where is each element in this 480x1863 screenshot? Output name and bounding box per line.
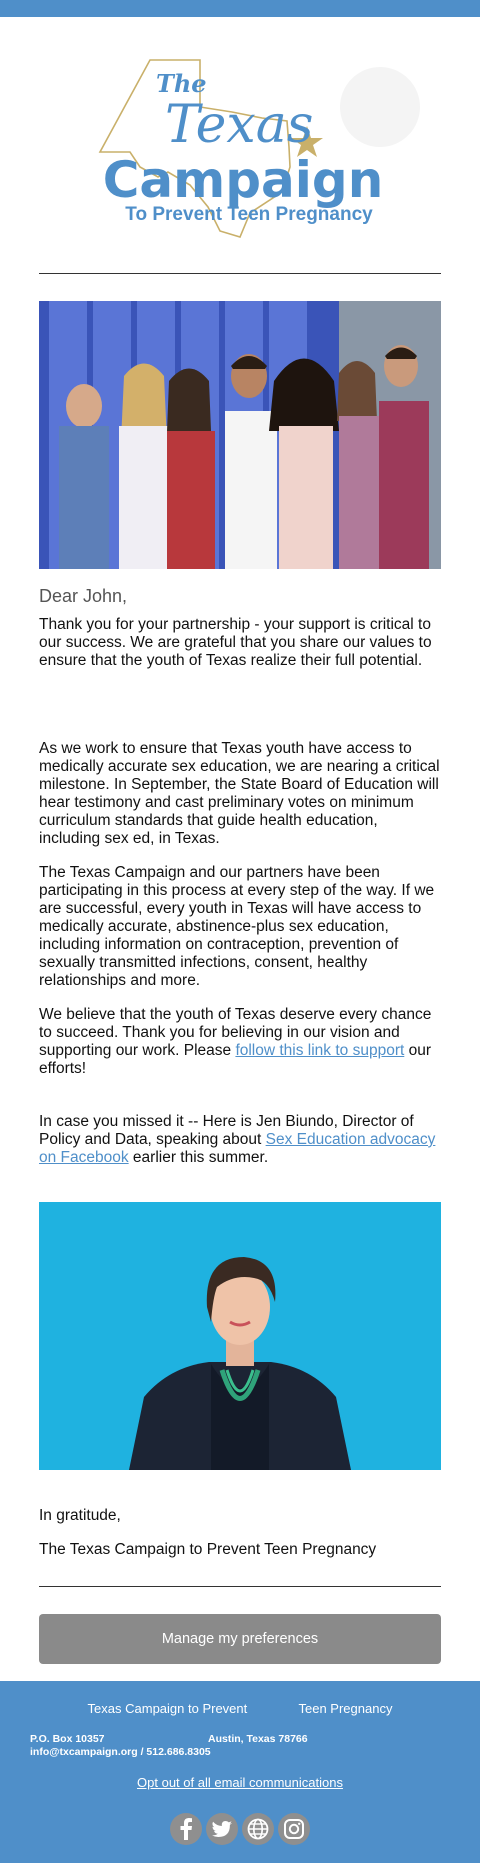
twitter-icon[interactable] <box>206 1813 238 1845</box>
support-link[interactable]: follow this link to support <box>235 1042 405 1059</box>
facebook-text-before: In case you missed it -- Here is Jen Biundo, Director of Policy and Data, speaking about <box>39 1113 414 1148</box>
footer-po-box: P.O. Box 10357 <box>30 1733 105 1745</box>
logo-campaign: Campaign <box>102 151 384 209</box>
footer-org-name <box>0 1701 480 1716</box>
logo-tagline: To Prevent Teen Pregnancy <box>125 204 373 225</box>
divider-top <box>39 273 441 274</box>
divider-bottom <box>39 1586 441 1587</box>
footer-contact: info@txcampaign.org / 512.686.8305 <box>30 1746 211 1758</box>
footer-address <box>30 1733 308 1759</box>
logo-texas: Texas <box>165 95 314 155</box>
logo-the: The <box>156 69 207 98</box>
paragraph-facebook <box>39 1113 443 1167</box>
facebook-text-after: earlier this summer. <box>128 1149 269 1166</box>
students-photo <box>39 301 441 569</box>
closing-signature: The Texas Campaign to Prevent Teen Pregnancy <box>39 1541 377 1558</box>
paragraph-milestone: As we work to ensure that Texas youth have access to medically accurate sex education, we are nearing a critical milestone. In September, the State Board of Education will hear testimony and cast preliminary votes on minimum curriculum standards that guide health education, including sex ed, in Texas. <box>39 740 440 847</box>
footer-city: Austin, Texas 78766 <box>208 1733 308 1745</box>
optout-link[interactable]: Opt out of all email communications <box>137 1775 343 1790</box>
social-icons <box>170 1813 310 1845</box>
paragraph-partners: The Texas Campaign and our partners have been participating in this process at every step of the way. If we are successful, every youth in Texas will have access to medically accurate, abstinence-plus sex education, including information on contraception, prevention of sexually transmitted infections, consent, healthy relationships and more. <box>39 864 435 989</box>
instagram-icon[interactable] <box>278 1813 310 1845</box>
support-text-after: our efforts! <box>39 1042 432 1077</box>
website-icon[interactable] <box>242 1813 274 1845</box>
paragraph-support <box>39 1006 443 1078</box>
footer <box>0 1681 480 1863</box>
paragraph-thanks: Thank you for your partnership - your support is critical to our success. We are grateful that you share our values to ensure that the youth of Texas realize their full potential. <box>39 616 432 669</box>
support-text-before: We believe that the youth of Texas deserve every chance to succeed. Thank you for believing in our vision and supporting our work. Please <box>39 1006 432 1059</box>
texas-campaign-logo <box>0 17 480 247</box>
manage-preferences-button[interactable]: Manage my preferences <box>39 1614 441 1664</box>
top-accent-bar <box>0 0 480 17</box>
footer-org-part2: Teen Pregnancy <box>298 1701 393 1716</box>
footer-org-part1: Texas Campaign to Prevent <box>87 1701 248 1716</box>
closing-gratitude: In gratitude, <box>39 1507 121 1524</box>
jen-biundo-photo <box>39 1202 441 1470</box>
greeting: Dear John, <box>39 586 128 606</box>
facebook-icon[interactable] <box>170 1813 202 1845</box>
footer-optout <box>0 1775 480 1790</box>
facebook-advocacy-link[interactable]: Sex Education advocacy on Facebook <box>39 1131 436 1166</box>
